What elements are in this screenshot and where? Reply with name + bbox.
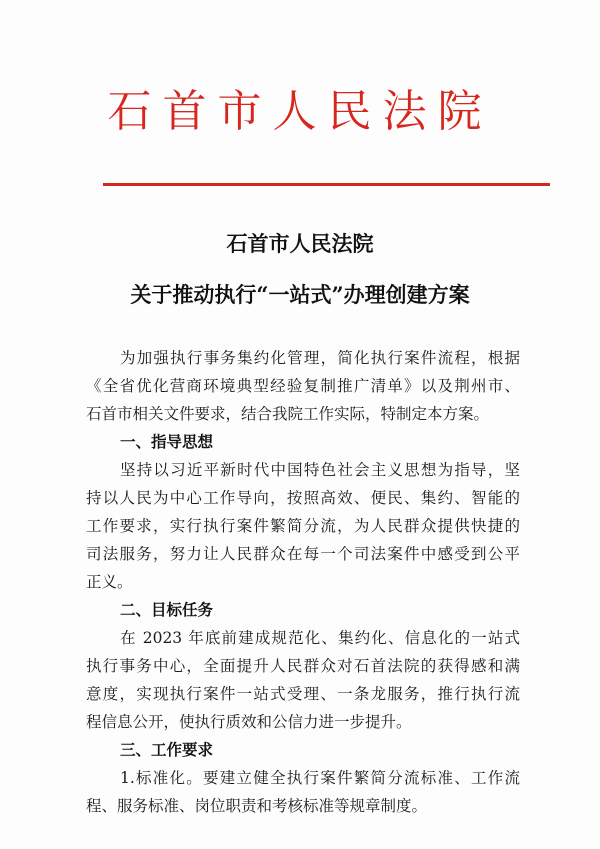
section-heading: 一、指导思想 xyxy=(120,433,214,451)
document-title-line-1: 石首市人民法院 xyxy=(226,231,374,256)
red-divider xyxy=(103,183,550,186)
preamble-line: 《全省优化营商环境典型经验复制推广清单》以及荆州市、 xyxy=(86,377,520,395)
preamble-line: 为加强执行事务集约化管理，简化执行案件流程，根据 xyxy=(120,349,520,367)
section-heading: 二、目标任务 xyxy=(120,601,214,619)
document-body xyxy=(86,344,520,820)
paragraph-line: 意度，实现执行案件一站式受理、一条龙服务，推行执行流 xyxy=(86,685,520,703)
paragraph-line: 坚持以习近平新时代中国特色社会主义思想为指导，坚 xyxy=(120,461,520,479)
section-heading: 三、工作要求 xyxy=(120,741,214,759)
paragraph-line: 正义。 xyxy=(86,573,133,591)
paragraph-line: 程信息公开，使执行质效和公信力进一步提升。 xyxy=(86,713,412,731)
paragraph-line: 执行事务中心，全面提升人民群众对石首法院的获得感和满 xyxy=(86,657,520,675)
preamble-line: 石首市相关文件要求，结合我院工作实际，特制定本方案。 xyxy=(86,405,490,423)
masthead-title: 石首市人民法院 xyxy=(107,86,493,137)
paragraph-line: 持以人民为中心工作导向，按照高效、便民、集约、智能的 xyxy=(86,489,520,507)
paragraph-line: 司法服务，努力让人民群众在每一个司法案件中感受到公平 xyxy=(86,545,520,563)
document-title-line-2: 关于推动执行“一站式”办理创建方案 xyxy=(130,282,470,307)
paragraph-line: 在 2023 年底前建成规范化、集约化、信息化的一站式 xyxy=(120,629,520,647)
paragraph-line: 工作要求，实行执行案件繁简分流，为人民群众提供快捷的 xyxy=(86,517,520,535)
paragraph-line: 1.标准化。要建立健全执行案件繁简分流标准、工作流 xyxy=(120,769,520,787)
paragraph-line: 程、服务标准、岗位职责和考核标准等规章制度。 xyxy=(86,797,428,815)
